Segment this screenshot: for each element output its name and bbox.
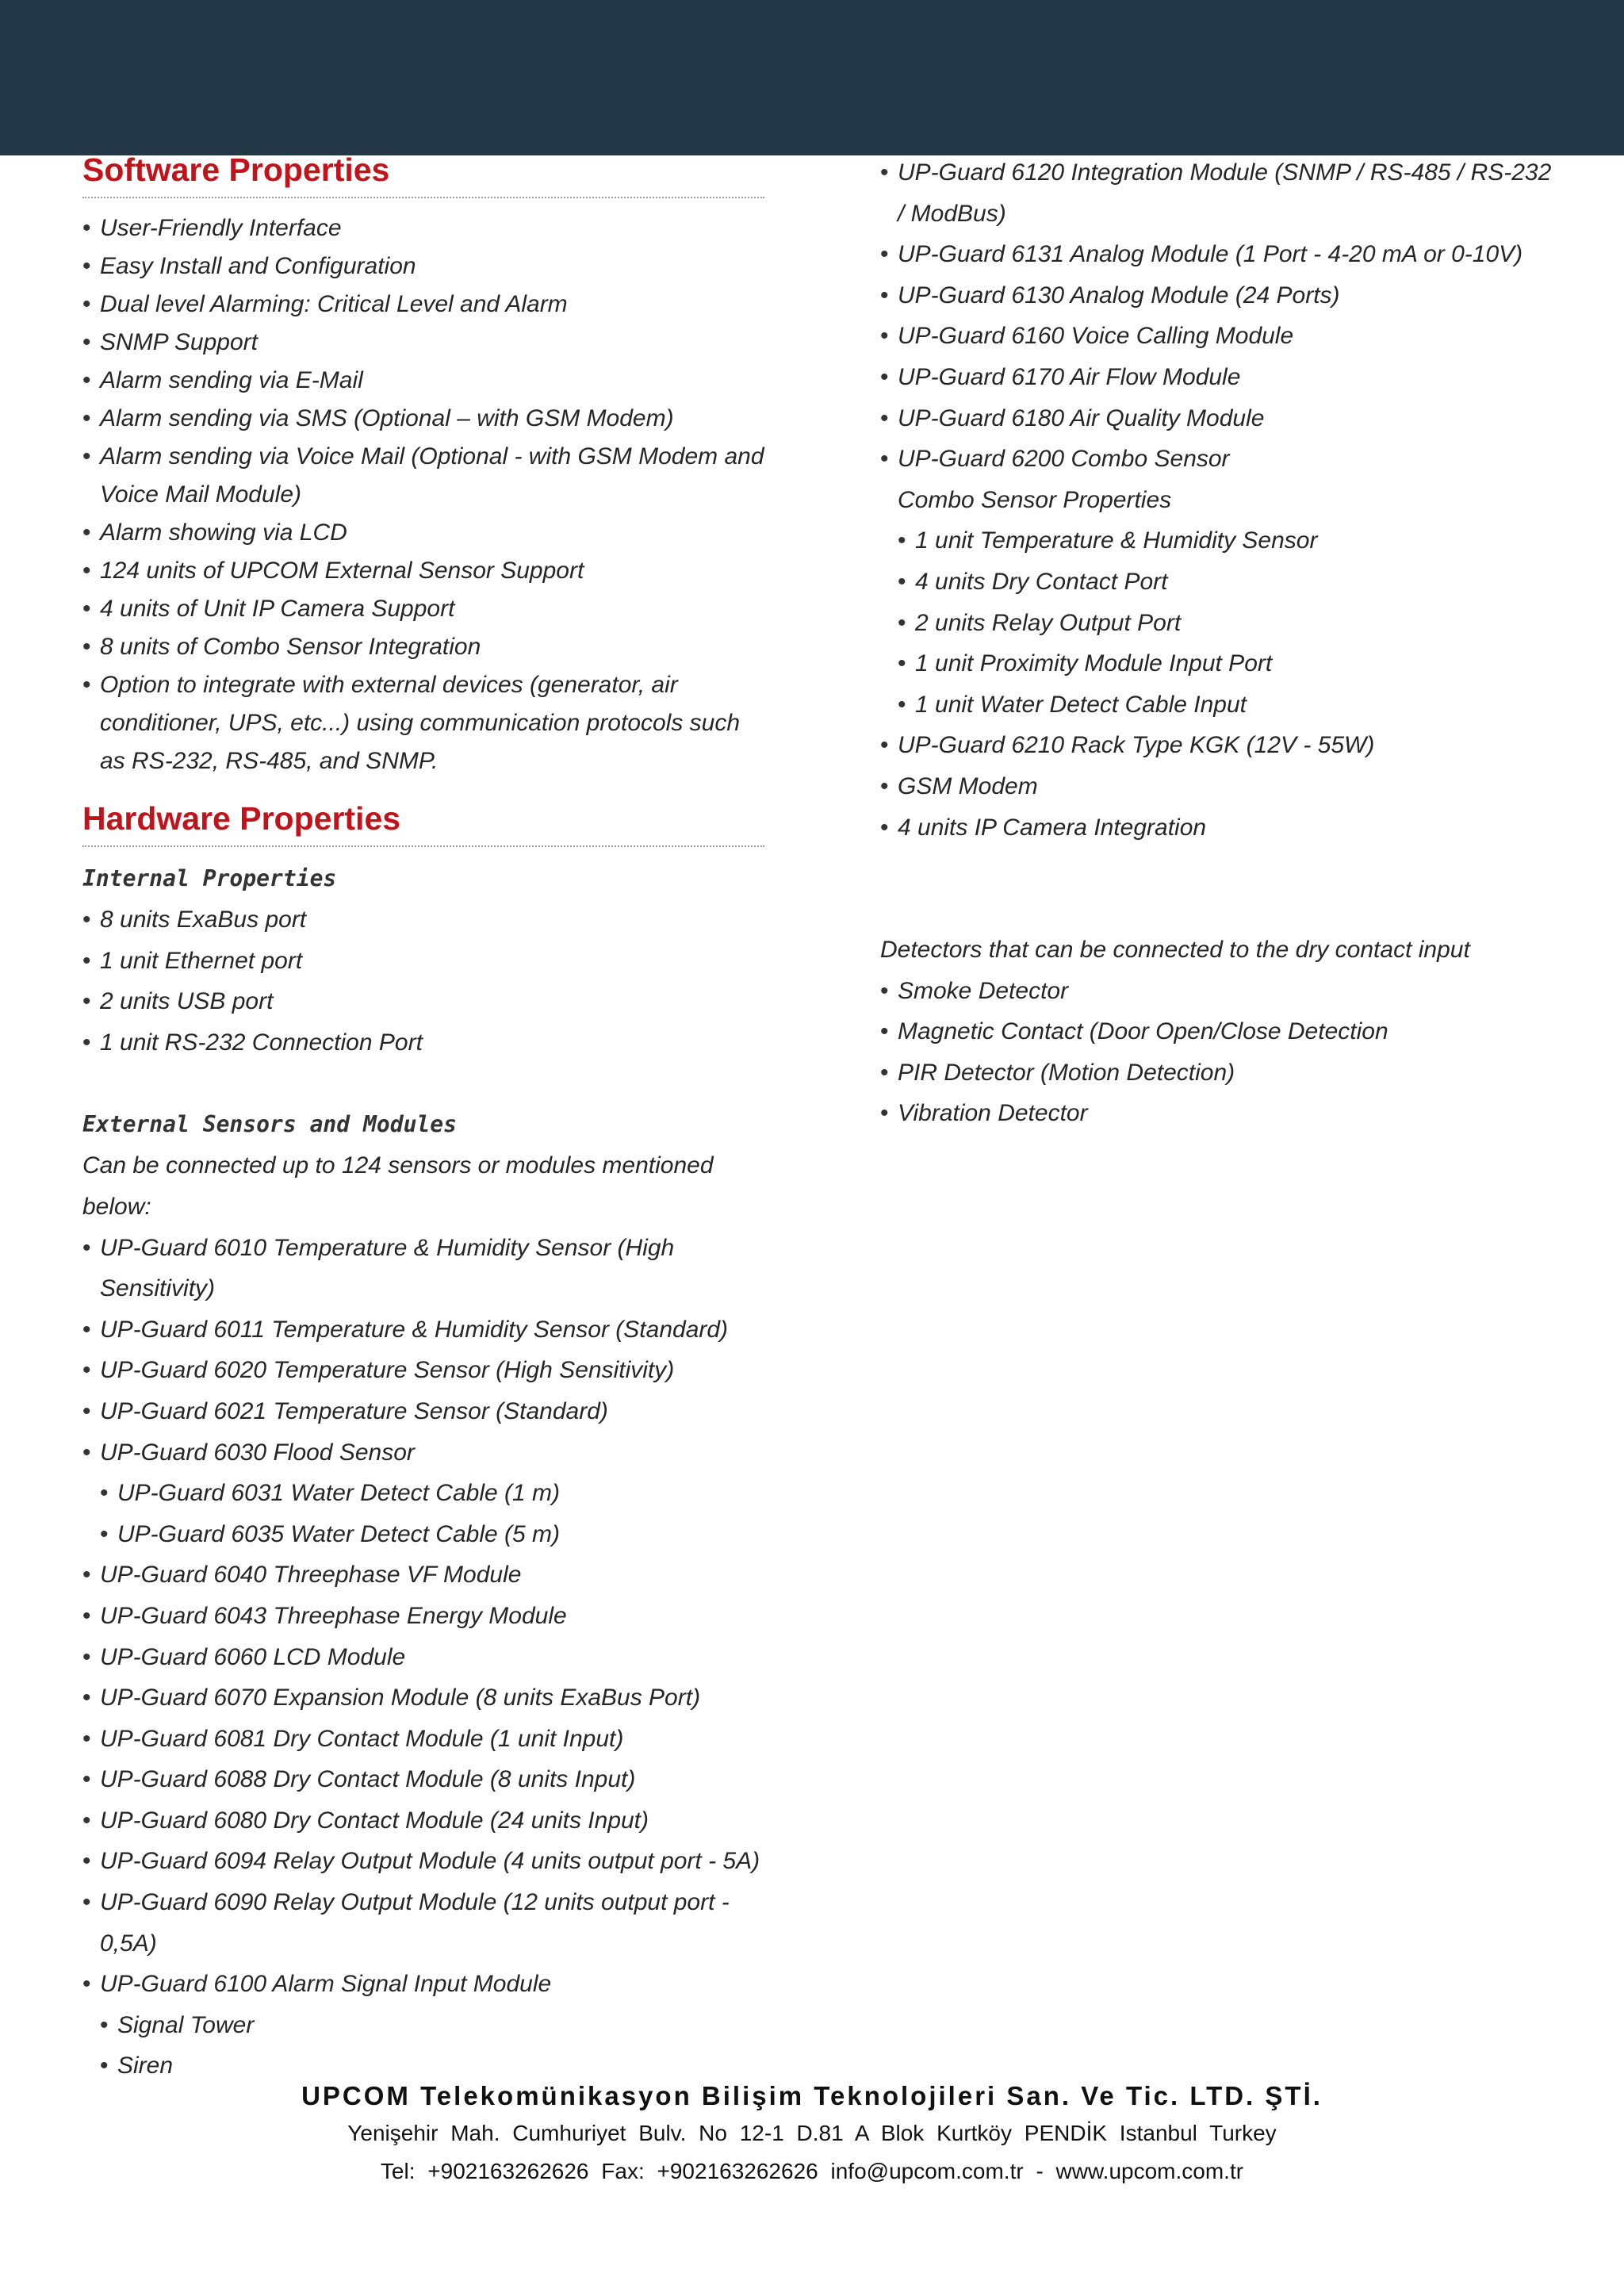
section-divider <box>82 845 764 847</box>
list-item: • UP-Guard 6070 Expansion Module (8 units ExaBus Port) <box>82 1677 766 1719</box>
list-item: • 124 units of UPCOM External Sensor Support <box>82 552 766 590</box>
list-item: • Alarm sending via SMS (Optional – with GSM Modem) <box>82 400 766 438</box>
list-item: • Alarm sending via Voice Mail (Optional - with GSM Modem and Voice Mail Module) <box>82 438 766 514</box>
list-item: • Smoke Detector <box>880 971 1562 1012</box>
list-item: • UP-Guard 6031 Water Detect Cable (1 m) <box>82 1473 766 1514</box>
footer-contact: Tel: +902163262626 Fax: +902163262626 info@upcom.com.tr - www.upcom.com.tr <box>380 2159 1244 2183</box>
external-sensors-list <box>82 1228 766 2087</box>
list-item: • 1 unit Water Detect Cable Input <box>880 684 1562 726</box>
list-item: • UP-Guard 6043 Threephase Energy Module <box>82 1596 766 1637</box>
combo-sensor-heading: Combo Sensor Properties <box>898 486 1172 513</box>
internal-properties-list <box>82 899 766 1063</box>
list-item: • UP-Guard 6210 Rack Type KGK (12V - 55W) <box>880 725 1562 766</box>
list-item: • Easy Install and Configuration <box>82 247 766 286</box>
list-item: • Dual level Alarming: Critical Level and Alarm <box>82 286 766 324</box>
more-items-list <box>880 725 1562 848</box>
list-item: • UP-Guard 6035 Water Detect Cable (5 m) <box>82 1514 766 1555</box>
external-intro: Can be connected up to 124 sensors or modules mentioned below: <box>82 1152 714 1220</box>
list-item: • UP-Guard 6100 Alarm Signal Input Module <box>82 1964 766 2005</box>
list-item: • 2 units Relay Output Port <box>880 603 1562 644</box>
list-item: • 1 unit Proximity Module Input Port <box>880 643 1562 684</box>
list-item: • Signal Tower <box>82 2005 766 2046</box>
modules-list <box>880 152 1562 480</box>
list-item: • SNMP Support <box>82 324 766 362</box>
internal-properties-heading: Internal Properties <box>82 865 337 891</box>
list-item: • 8 units of Combo Sensor Integration <box>82 628 766 666</box>
list-item: • UP-Guard 6130 Analog Module (24 Ports) <box>880 275 1562 316</box>
list-item: • Option to integrate with external devices (generator, air conditioner, UPS, etc...) using communication protocols such as RS-232, RS-485, and SNMP. <box>82 666 766 780</box>
list-item: • Magnetic Contact (Door Open/Close Detection <box>880 1011 1562 1052</box>
list-item: • PIR Detector (Motion Detection) <box>880 1052 1562 1094</box>
list-item: • 4 units of Unit IP Camera Support <box>82 590 766 628</box>
list-item: • UP-Guard 6010 Temperature & Humidity Sensor (High Sensitivity) <box>82 1228 766 1309</box>
hardware-properties-title: Hardware Properties <box>82 800 401 837</box>
footer-address: Yenişehir Mah. Cumhuriyet Bulv. No 12-1 D.81 A Blok Kurtköy PENDİK Istanbul Turkey <box>347 2121 1277 2145</box>
list-item: • Alarm sending via E-Mail <box>82 362 766 400</box>
list-item: • 1 unit Ethernet port <box>82 941 766 982</box>
detectors-intro: Detectors that can be connected to the dry contact input <box>880 937 1470 964</box>
list-item: • 4 units IP Camera Integration <box>880 807 1562 849</box>
list-item: • UP-Guard 6131 Analog Module (1 Port - 4-20 mA or 0-10V) <box>880 234 1562 275</box>
software-properties-title: Software Properties <box>82 151 390 188</box>
list-item: • Siren <box>82 2045 766 2087</box>
right-column <box>880 152 1562 1134</box>
list-item: • User-Friendly Interface <box>82 209 766 247</box>
combo-sensor-list <box>880 520 1562 725</box>
list-item: • UP-Guard 6090 Relay Output Module (12 units output port - 0,5A) <box>82 1882 766 1964</box>
list-item: • GSM Modem <box>880 766 1562 807</box>
list-item: • UP-Guard 6040 Threephase VF Module <box>82 1554 766 1596</box>
list-item: • UP-Guard 6200 Combo Sensor <box>880 439 1562 480</box>
list-item: • UP-Guard 6081 Dry Contact Module (1 unit Input) <box>82 1719 766 1760</box>
list-item: • UP-Guard 6060 LCD Module <box>82 1637 766 1678</box>
list-item: • UP-Guard 6160 Voice Calling Module <box>880 316 1562 357</box>
list-item: • UP-Guard 6120 Integration Module (SNMP / RS-485 / RS-232 / ModBus) <box>880 152 1562 234</box>
list-item: • 1 unit RS-232 Connection Port <box>82 1022 766 1064</box>
section-divider <box>82 197 764 198</box>
software-list <box>82 209 766 780</box>
list-item: • 1 unit Temperature & Humidity Sensor <box>880 520 1562 562</box>
list-item: • UP-Guard 6080 Dry Contact Module (24 units Input) <box>82 1800 766 1842</box>
list-item: • UP-Guard 6170 Air Flow Module <box>880 357 1562 398</box>
list-item: • UP-Guard 6020 Temperature Sensor (High Sensitivity) <box>82 1350 766 1391</box>
list-item: • Alarm showing via LCD <box>82 514 766 552</box>
list-item: • UP-Guard 6030 Flood Sensor <box>82 1432 766 1474</box>
list-item: • UP-Guard 6011 Temperature & Humidity Sensor (Standard) <box>82 1309 766 1351</box>
list-item: • UP-Guard 6021 Temperature Sensor (Standard) <box>82 1391 766 1432</box>
list-item: • 4 units Dry Contact Port <box>880 562 1562 603</box>
list-item: • Vibration Detector <box>880 1093 1562 1134</box>
detectors-list <box>880 971 1562 1134</box>
list-item: • UP-Guard 6088 Dry Contact Module (8 units Input) <box>82 1759 766 1800</box>
list-item: • UP-Guard 6180 Air Quality Module <box>880 398 1562 439</box>
header-bar <box>0 0 1624 155</box>
left-column <box>82 148 766 2087</box>
list-item: • UP-Guard 6094 Relay Output Module (4 units output port - 5A) <box>82 1841 766 1882</box>
external-sensors-heading: External Sensors and Modules <box>82 1111 458 1138</box>
list-item: • 8 units ExaBus port <box>82 899 766 941</box>
footer-company: UPCOM Telekomünikasyon Bilişim Teknolojileri San. Ve Tic. LTD. ŞTİ. <box>301 2081 1323 2110</box>
list-item: • 2 units USB port <box>82 981 766 1022</box>
